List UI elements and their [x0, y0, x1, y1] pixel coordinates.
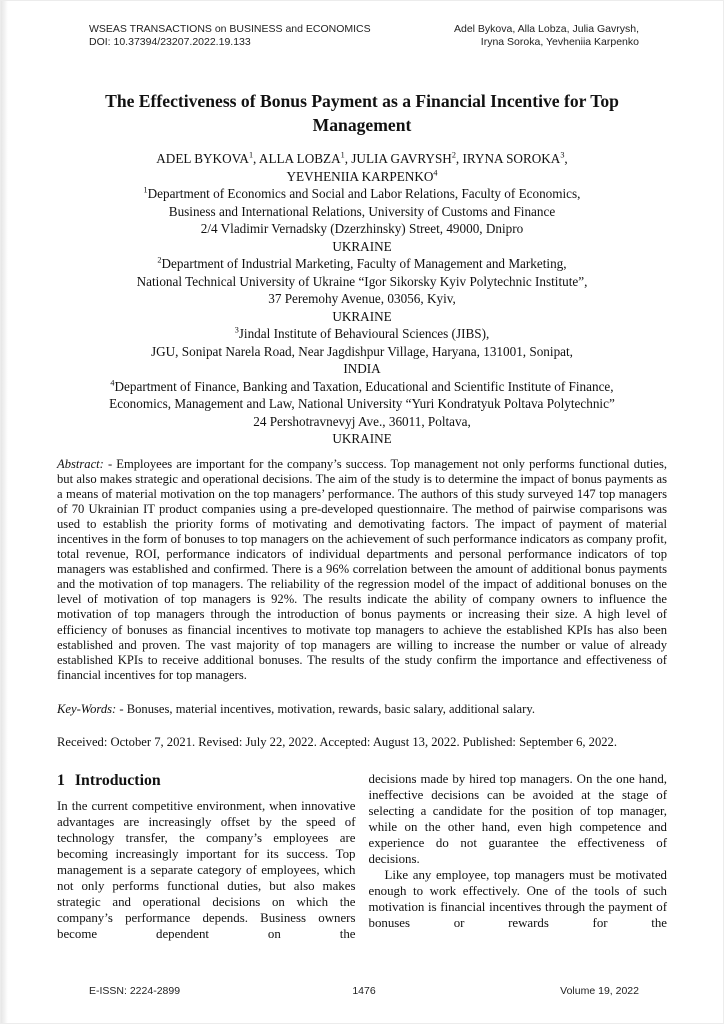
running-header	[89, 23, 639, 49]
affiliation-number: 4	[110, 378, 115, 388]
affiliation-number: 3	[234, 325, 239, 335]
page-footer	[89, 985, 639, 997]
affiliation-line: UKRAINE	[332, 431, 392, 446]
author-name: ALLA LOBZA$^1$,	[258, 150, 352, 166]
keywords-label: Key-Words:	[57, 701, 117, 716]
page-number: 1476	[352, 985, 376, 997]
section-title: Introduction	[74, 772, 161, 790]
running-authors-line2: Iryna Soroka, Yevheniia Karpenko	[480, 36, 639, 48]
affiliation-line: $^4$Department of Finance, Banking and Taxation, Educational and Scientific Institute of Finance,	[110, 378, 614, 394]
affiliation-line: UKRAINE	[332, 238, 392, 254]
journal-name: WSEAS TRANSACTIONS on BUSINESS and ECONOMICS	[89, 23, 371, 35]
author-name: ADEL BYKOVA$^1$,	[156, 150, 259, 166]
affiliation-line: $^2$Department of Industrial Marketing, Faculty of Management and Marketing,	[157, 255, 567, 271]
keywords-text: - Bonuses, material incentives, motivation, rewards, basic salary, additional salary.	[116, 701, 535, 716]
affiliation-line: UKRAINE	[332, 308, 392, 324]
abstract-label: Abstract:	[57, 456, 104, 471]
affiliation-line: $^1$Department of Economics and Social and Labor Relations, Faculty of Economics,	[143, 185, 581, 201]
doi: DOI: 10.37394/23207.2022.19.133	[89, 36, 251, 48]
affiliation-list	[1, 185, 723, 448]
paper-title: The Effectiveness of Bonus Payment as a Financial Incentive for Top Management	[105, 91, 619, 135]
section-number: 1	[57, 772, 65, 790]
author-list	[1, 150, 723, 185]
body-paragraph: In the current competitive environment, when innovative advantages are increasingly offset by the speed of technology transfer, the company’s employees are becoming increasingly important for its success. Top management is a separate category of employees, which not only performs functional duties, but also makes strategic and operational decisions on which the company’s performance depends. Business owners become dependent on the	[57, 799, 356, 942]
keywords	[57, 702, 667, 717]
author-affiliation-ref: 2	[451, 150, 456, 160]
author-affiliation-ref: 4	[433, 168, 438, 178]
running-authors	[454, 23, 639, 49]
affiliation-line: Economics, Management and Law, National University “Yuri Kondratyuk Poltava Polytechnic”	[109, 396, 615, 411]
abstract	[57, 457, 667, 683]
affiliation-line: National Technical University of Ukraine “Igor Sikorsky Kyiv Polytechnic Institute”,	[136, 273, 588, 289]
affiliation-line: 37 Peremohy Avenue, 03056, Kyiv,	[268, 291, 456, 306]
affiliation-line: 24 Pershotravnevyj Ave., 36011, Poltava,	[253, 413, 471, 429]
publication-dates: Received: October 7, 2021. Revised: July 22, 2022. Accepted: August 13, 2022. Published: September 6, 2022.	[57, 735, 617, 749]
author-name: IRYNA SOROKA$^3$,	[462, 150, 568, 166]
affiliation-number: 1	[143, 185, 148, 195]
affiliation-line: 2/4 Vladimir Vernadsky (Dzerzhinsky) Street, 49000, Dnipro	[200, 221, 524, 236]
two-column-body	[57, 771, 667, 942]
body-paragraph: decisions made by hired top managers. On the one hand, ineffective decisions can be avoided at the stage of selecting a candidate for the position of top manager, while on the other hand, even high competence and experience do not guarantee the effectiveness of decisions.	[368, 772, 667, 867]
left-column	[57, 771, 356, 942]
affiliation-line: $^3$Jindal Institute of Behavioural Sciences (JIBS),	[234, 325, 490, 341]
right-column	[369, 771, 668, 942]
running-authors-line1: Adel Bykova, Alla Lobza, Julia Gavrysh,	[453, 23, 639, 35]
body-paragraph: Like any employee, top managers must be motivated enough to work effectively. One of the tools of such motivation is financial incentives through the payment of bonuses or rewards for the	[368, 868, 667, 931]
author-name: YEVHENIIA KARPENKO$^4$	[286, 168, 438, 184]
abstract-text: - Employees are important for the company’s success. Top management not only performs functional duties, but also makes strategic and operational decisions. The aim of the study is to determine the impact of bonus payments as a means of material motivation on the top managers’ performance. The authors of this study surveyed 147 top managers of 70 Ukrainian IT product companies using a pre-developed questionnaire. The method of pairwise comparisons was used to establish the priority forms of motivating and demotivating factors. The impact of payment of material incentives in the form of bonuses to top managers on the achievement of such performance indicators as company profit, total revenue, ROI, performance indicators of individual departments and personal performance indicators of top managers was established and confirmed. There is a 96% correlation between the amount of additional bonus payments and the motivation of top managers. The reliability of the regression model of the impact of additional bonuses on the level of motivation of top managers is 92%. The results indicate the ability of company owners to influence the motivation of top managers through the introduction of bonus payments or increasing their size. A high level of efficiency of bonuses as financial incentives to motivate top managers to achieve the established KPIs has also been established and proven. The vast majority of top managers are willing to increase the number or value of already established KPIs to receive additional bonuses. The results of the study confirm the importance and effectiveness of financial incentives for top managers.	[57, 456, 667, 682]
affiliation-line: JGU, Sonipat Narela Road, Near Jagdishpur Village, Haryana, 131001, Sonipat,	[151, 343, 573, 359]
affiliation-line: INDIA	[343, 361, 381, 376]
affiliation-line: Business and International Relations, University of Customs and Finance	[168, 203, 556, 219]
author-affiliation-ref: 3	[560, 150, 565, 160]
eissn: E-ISSN: 2224-2899	[89, 985, 181, 997]
journal-info	[89, 23, 371, 49]
volume: Volume 19, 2022	[560, 985, 639, 997]
author-affiliation-ref: 1	[248, 150, 254, 160]
section-heading-introduction	[57, 771, 356, 791]
author-name: JULIA GAVRYSH$^2$,	[351, 150, 463, 166]
author-affiliation-ref: 1	[340, 150, 345, 160]
affiliation-number: 2	[157, 255, 162, 265]
